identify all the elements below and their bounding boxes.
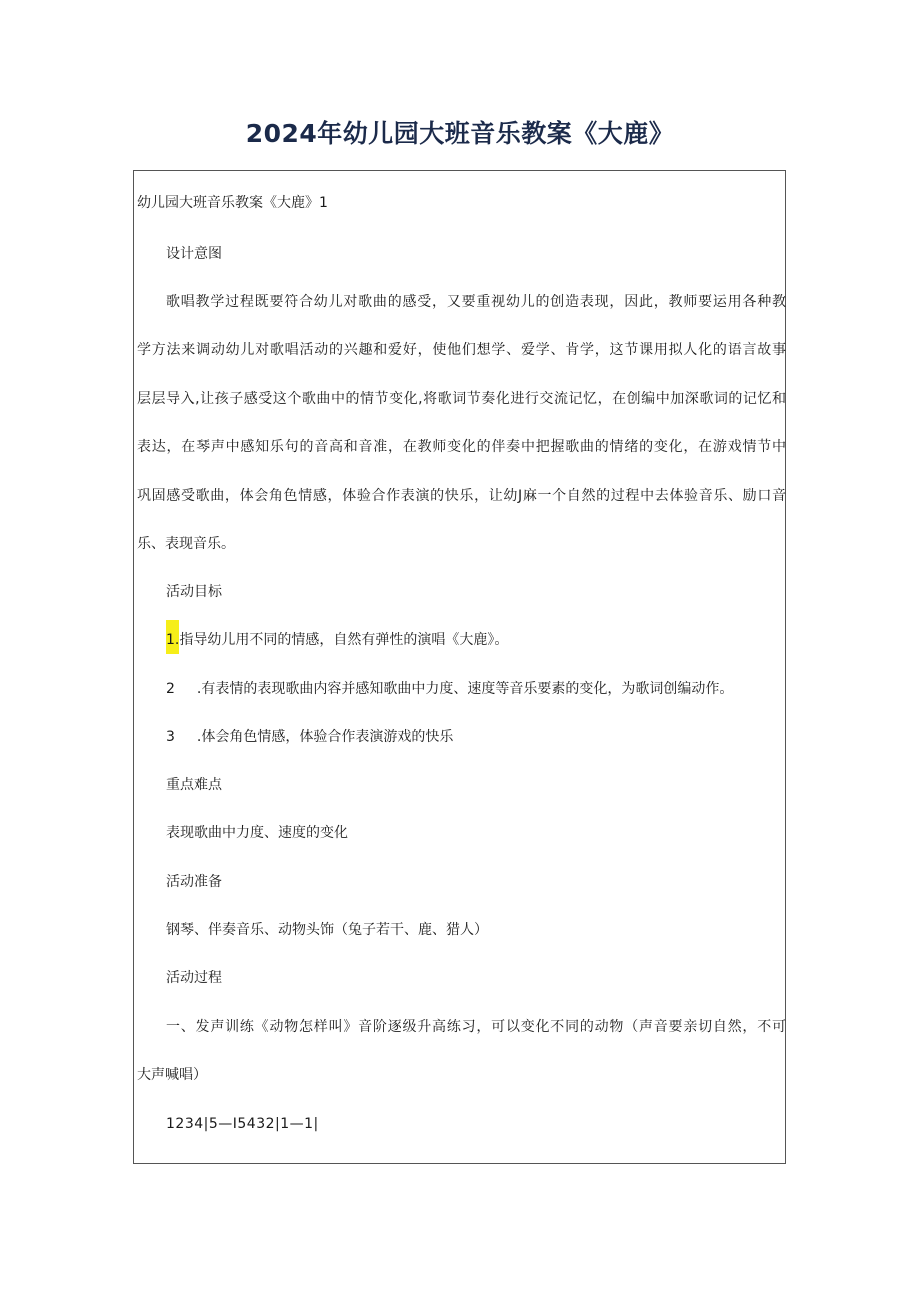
key-text: 表现歌曲中力度、速度的变化 xyxy=(166,825,348,841)
process-line: 一、发声训练《动物怎样叫》音阶逐级升高练习，可以变化不同的动物（声音要亲切自然，不可 xyxy=(166,1019,786,1035)
prep-text: 钢琴、伴奏音乐、动物头饰（兔子若干、鹿、猎人） xyxy=(166,922,488,938)
music-notation: 1234|5—I5432|1—1| xyxy=(166,1116,319,1132)
goal-item-2 xyxy=(166,679,733,699)
goal-item-3 xyxy=(166,727,453,747)
highlight-mark: 1. xyxy=(166,620,179,654)
paragraph-line: 表达，在琴声中感知乐句的音高和音准，在教师变化的伴奏中把握歌曲的情绪的变化，在游戏情节中 xyxy=(137,439,786,455)
goal-number: 3 xyxy=(166,729,175,745)
goal-number: 2 xyxy=(166,681,175,697)
document-subtitle: 幼儿园大班音乐教案《大鹿》1 xyxy=(137,195,328,211)
section-heading-design: 设计意图 xyxy=(166,246,222,262)
paragraph-line: 乐、表现音乐。 xyxy=(137,536,235,552)
section-heading-prep: 活动准备 xyxy=(166,874,222,890)
paragraph-line: 巩固感受歌曲，体会角色情感，体验合作表演的快乐，让幼J麻一个自然的过程中去体验音乐、励口音 xyxy=(137,488,786,504)
document-title: 2024年幼儿园大班音乐教案《大鹿》 xyxy=(245,119,675,148)
content-frame xyxy=(133,170,786,1164)
goal-item-1 xyxy=(166,630,508,654)
process-line: 大声喊唱） xyxy=(137,1067,207,1083)
paragraph-line: 学方法来调动幼儿对歌唱活动的兴趣和爱好，使他们想学、爱学、肯学，这节课用拟人化的语言故事 xyxy=(137,342,786,358)
goal-text: .有表情的表现歌曲内容并感知歌曲中力度、速度等音乐要素的变化，为歌词创编动作。 xyxy=(196,681,734,697)
section-heading-process: 活动过程 xyxy=(166,970,222,986)
goal-text: 指导幼儿用不同的情感，自然有弹性的演唱《大鹿》。 xyxy=(179,632,509,648)
section-heading-key: 重点难点 xyxy=(166,777,222,793)
paragraph-line: 层层导入,让孩子感受这个歌曲中的情节变化,将歌词节奏化进行交流记忆，在创编中加深歌词的记忆和 xyxy=(137,391,786,407)
section-heading-goals: 活动目标 xyxy=(166,584,222,600)
goal-text: .体会角色情感，体验合作表演游戏的快乐 xyxy=(196,729,454,745)
paragraph-line: 歌唱教学过程既要符合幼儿对歌曲的感受，又要重视幼儿的创造表现，因此，教师要运用各种教 xyxy=(166,294,786,310)
